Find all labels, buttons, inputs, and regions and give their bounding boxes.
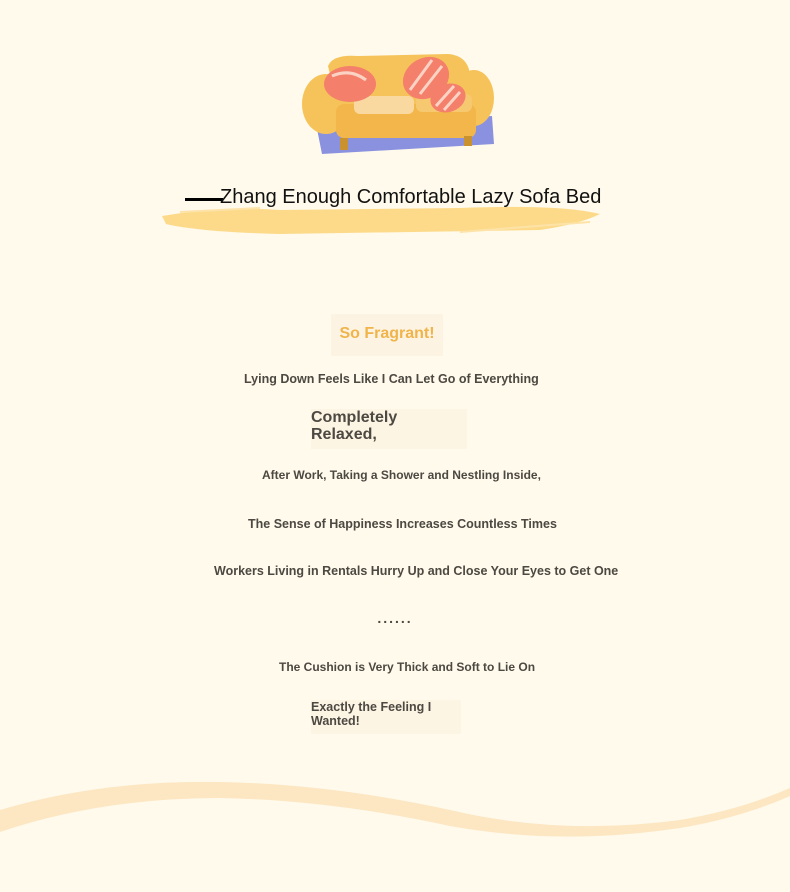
text-line-5: The Cushion is Very Thick and Soft to Lie On [275,654,539,680]
ellipsis-dots: ...... [377,610,413,626]
text-line-1: Lying Down Feels Like I Can Let Go of Everything [240,366,550,392]
text-line-3: The Sense of Happiness Increases Countless Times [244,511,561,537]
closing-text: Exactly the Feeling I Wanted! [311,700,461,734]
relaxed-text: Completely Relaxed, [311,409,467,449]
title-dash [185,198,223,201]
title-banner [160,176,610,242]
page-title: Zhang Enough Comfortable Lazy Sofa Bed [220,186,602,208]
sofa-illustration [298,46,498,158]
decorative-wave [0,770,790,850]
text-line-4: Workers Living in Rentals Hurry Up and Close Your Eyes to Get One [210,558,622,584]
text-line-2: After Work, Taking a Shower and Nestling Inside, [258,463,545,487]
highlight-text: So Fragrant! [331,314,443,356]
